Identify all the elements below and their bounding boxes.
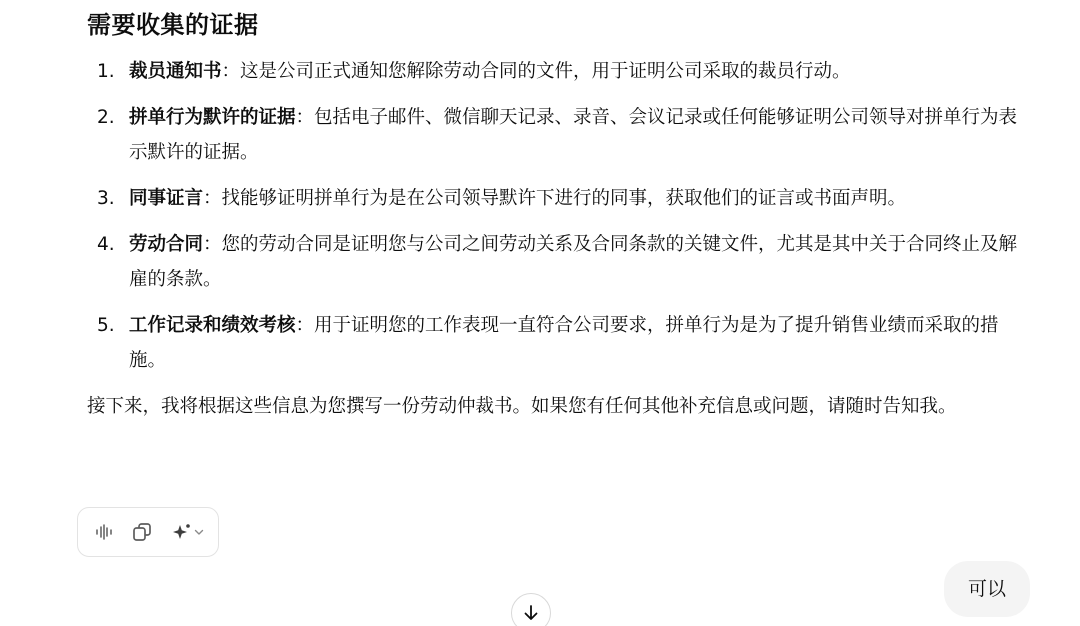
list-item-title: 同事证言: [129, 188, 204, 209]
read-aloud-icon: [94, 522, 114, 542]
closing-paragraph: 接下来，我将根据这些信息为您撰写一份劳动仲裁书。如果您有任何其他补充信息或问题，请随时告知我。: [87, 396, 957, 417]
assistant-message: [87, 0, 1032, 424]
list-item-separator: ：: [295, 315, 315, 336]
list-item-title: 裁员通知书: [129, 61, 222, 82]
scroll-to-bottom-button[interactable]: [511, 593, 551, 626]
arrow-down-icon: [521, 603, 541, 623]
list-item-text: 这是公司正式通知您解除劳动合同的文件，用于证明公司采取的裁员行动。: [240, 61, 851, 82]
user-message-bubble: 可以: [944, 561, 1030, 617]
list-item-text: 用于证明您的工作表现一直符合公司要求，拼单行为是为了提升销售业绩而采取的措施。: [129, 315, 999, 371]
list-item-number: 1.: [97, 61, 115, 82]
list-item-separator: ：: [295, 107, 315, 128]
list-item-title: 劳动合同: [129, 234, 204, 255]
list-item-separator: ：: [221, 61, 241, 82]
list-item: [87, 308, 1032, 378]
section-heading: 需要收集的证据: [87, 11, 259, 39]
list-item: [87, 227, 1032, 297]
chevron-down-icon: [193, 526, 205, 538]
list-item-title: 拼单行为默许的证据: [129, 107, 296, 128]
sparkle-model-icon: [171, 521, 193, 543]
list-item-text: 您的劳动合同是证明您与公司之间劳动关系及合同条款的关键文件，尤其是其中关于合同终止及解雇的条款。: [129, 234, 1018, 290]
list-item: [87, 181, 1032, 216]
list-item-number: 2.: [97, 107, 115, 128]
list-item: [87, 54, 1032, 89]
list-item-text: 包括电子邮件、微信聊天记录、录音、会议记录或任何能够证明公司领导对拼单行为表示默许的证据。: [129, 107, 1018, 163]
list-item-number: 5.: [97, 315, 115, 336]
list-item-text: 找能够证明拼单行为是在公司领导默许下进行的同事，获取他们的证言或书面声明。: [221, 188, 907, 209]
copy-icon: [131, 521, 153, 543]
copy-button[interactable]: [130, 520, 154, 544]
switch-model-button[interactable]: [168, 520, 208, 544]
read-aloud-button[interactable]: [92, 520, 116, 544]
list-item-number: 4.: [97, 234, 115, 255]
list-item-separator: ：: [203, 234, 222, 255]
evidence-list: [87, 54, 1032, 378]
list-item-title: 工作记录和绩效考核: [129, 315, 296, 336]
message-actions-bar: [77, 507, 219, 557]
list-item-number: 3.: [97, 188, 115, 209]
list-item: [87, 100, 1032, 170]
list-item-separator: ：: [203, 188, 222, 209]
